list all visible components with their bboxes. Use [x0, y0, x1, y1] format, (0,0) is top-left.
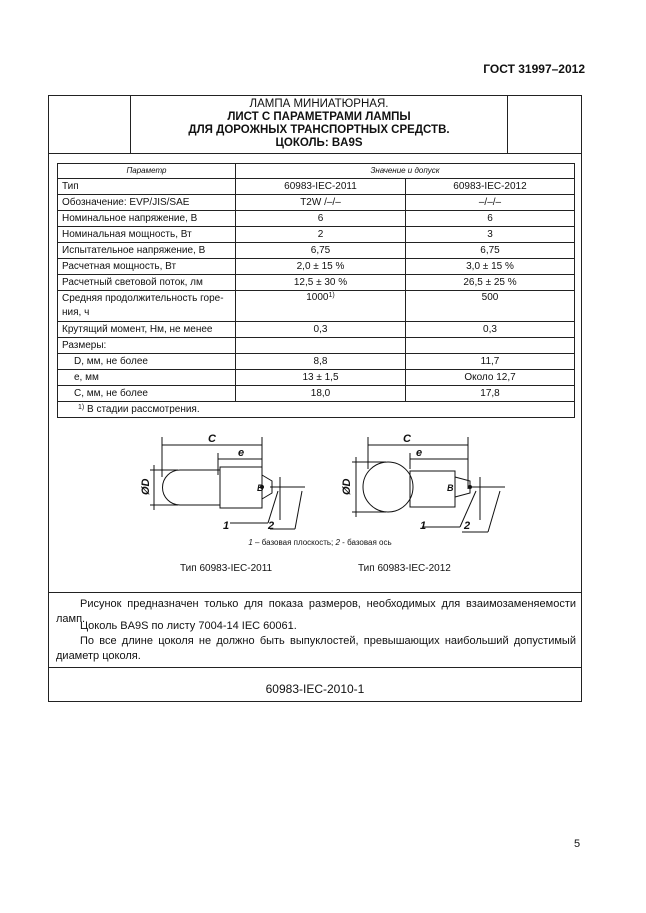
lamp-2012-drawing	[352, 437, 505, 532]
param-line-2: ния, ч	[62, 307, 90, 318]
dim-e-right: e	[416, 447, 423, 459]
value-cell	[236, 338, 406, 354]
legend-text-1: – базовая плоскость;	[252, 538, 336, 547]
title-line-2: ЛИСТ С ПАРАМЕТРАМИ ЛАМПЫ	[227, 111, 411, 123]
legend-num-2: 2	[335, 538, 340, 547]
value-cell: 26,5 ± 25 %	[406, 275, 575, 291]
value-cell: 11,7	[406, 354, 575, 370]
paragraph-2: Цоколь BA9S по листу 7004-14 IEC 60061.	[80, 620, 297, 632]
caption-type-2011: Тип 60983-IEC-2011	[180, 563, 273, 574]
value-cell: 18,0	[236, 386, 406, 402]
header-param: Параметр	[58, 164, 236, 179]
param-cell: Расчетный световой поток, лм	[58, 275, 236, 291]
table-row	[58, 322, 575, 338]
callout-2-left: 2	[268, 520, 275, 532]
value-cell: 6,75	[236, 243, 406, 259]
value-cell: Около 12,7	[406, 370, 575, 386]
dim-c-right: C	[403, 433, 411, 445]
dim-d-right: ØD	[341, 478, 353, 495]
table-row	[58, 370, 575, 386]
value-cell: 2	[236, 227, 406, 243]
footer-top-line	[48, 667, 582, 668]
table-row	[58, 195, 575, 211]
value-cell: 60983-IEC-2011	[236, 179, 406, 195]
param-line-1: Средняя продолжительность горе-	[62, 293, 224, 304]
param-cell: e, мм	[58, 370, 236, 386]
value-cell	[406, 338, 575, 354]
param-cell: C, мм, не более	[58, 386, 236, 402]
table-row	[58, 386, 575, 402]
callout-2-right: 2	[464, 520, 471, 532]
footnote-row	[58, 402, 575, 418]
value-cell: 60983-IEC-2012	[406, 179, 575, 195]
callout-1-right: 1	[420, 520, 427, 532]
param-cell: D, мм, не более	[58, 354, 236, 370]
value-cell: 500	[406, 291, 575, 322]
footnote-cell	[58, 402, 575, 418]
dim-d-left: ØD	[140, 478, 152, 495]
dim-c-left: C	[208, 433, 216, 445]
title-line-1: ЛАМПА МИНИАТЮРНАЯ.	[249, 98, 389, 110]
parameters-table	[57, 163, 575, 418]
table-row	[58, 243, 575, 259]
value-cell: 6	[406, 211, 575, 227]
standard-number: ГОСТ 31997–2012	[483, 62, 585, 76]
table-row	[58, 291, 575, 322]
legend-num-1: 1	[248, 538, 253, 547]
title-line-4: ЦОКОЛЬ: BA9S	[275, 137, 363, 149]
param-cell: Расчетная мощность, Вт	[58, 259, 236, 275]
param-cell: Размеры:	[58, 338, 236, 354]
footnote-mark: 1)	[78, 403, 85, 411]
value-cell: 0,3	[236, 322, 406, 338]
base-b-right: B	[447, 483, 454, 493]
value-cell: 6	[236, 211, 406, 227]
value-cell: 3	[406, 227, 575, 243]
lamp-2011-drawing	[150, 437, 305, 529]
base-point	[468, 485, 472, 489]
param-cell: Номинальное напряжение, В	[58, 211, 236, 227]
table-row	[58, 275, 575, 291]
table-row	[58, 354, 575, 370]
table-header-row	[58, 164, 575, 179]
caption-type-2012: Тип 60983-IEC-2012	[358, 563, 451, 574]
value-cell: 0,3	[406, 322, 575, 338]
title-line-3: ДЛЯ ДОРОЖНЫХ ТРАНСПОРТНЫХ СРЕДСТВ.	[188, 124, 450, 136]
table-row	[58, 259, 575, 275]
value-cell	[236, 291, 406, 322]
value-cell: 13 ± 1,5	[236, 370, 406, 386]
header-value: Значение и допуск	[236, 164, 575, 179]
table-row	[58, 179, 575, 195]
paragraph-1: Рисунок предназначен только для показа размеров, необходимых для взаимозаменяемости ламп.	[56, 598, 576, 625]
dim-e-left: e	[238, 447, 245, 459]
param-cell: Крутящий момент, Нм, не менее	[58, 322, 236, 338]
sheet-number: 60983-IEC-2010-1	[265, 682, 365, 696]
table-row	[58, 338, 575, 354]
title-divider-right	[507, 95, 508, 153]
value-text: 1000	[306, 292, 329, 303]
param-cell	[58, 291, 236, 322]
value-cell: 17,8	[406, 386, 575, 402]
base-b-left: B	[257, 483, 264, 493]
text-top-line	[48, 592, 582, 593]
legend-text-2: - базовая ось	[339, 538, 392, 547]
param-cell: Обозначение: EVP/JIS/SAE	[58, 195, 236, 211]
param-cell: Испытательное напряжение, В	[58, 243, 236, 259]
value-cell: 6,75	[406, 243, 575, 259]
paragraph-3: По все длине цоколя не должно быть выпуклостей, превышающих наибольший допустимый диаметр цоколя.	[56, 635, 576, 662]
param-cell: Номинальная мощность, Вт	[58, 227, 236, 243]
title-bottom-line	[48, 153, 582, 154]
value-cell: 12,5 ± 30 %	[236, 275, 406, 291]
value-cell: 3,0 ± 15 %	[406, 259, 575, 275]
page-number: 5	[574, 838, 581, 850]
table-row	[58, 227, 575, 243]
figure-legend	[180, 538, 460, 547]
callout-1-left: 1	[223, 520, 230, 532]
value-cell: 8,8	[236, 354, 406, 370]
value-cell: –/–/–	[406, 195, 575, 211]
table-row	[58, 211, 575, 227]
value-cell: T2W /–/–	[236, 195, 406, 211]
value-cell: 2,0 ± 15 %	[236, 259, 406, 275]
param-cell: Тип	[58, 179, 236, 195]
footnote-text: В стадии рассмотрения.	[84, 403, 200, 415]
footnote-ref: 1)	[328, 292, 335, 299]
lamp-drawings	[120, 425, 540, 545]
